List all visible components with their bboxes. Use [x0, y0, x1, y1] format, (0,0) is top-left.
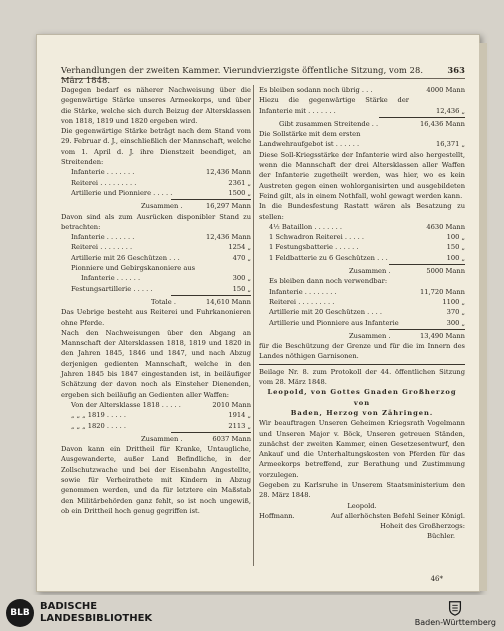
paragraph: Wir beauftragen Unseren Geheimen Kriegsrath Vogelmann und Unseren Major v. Böck, Unseren getreuen Ständen, zunächst der zweiten Kammer, einen Gesetzesentwurf, den Ankauf und die Unterhaltungskosten von Pferden für das Armeekorps betreffend, zur Berathung und Zustimmung vorzulegen.: [259, 419, 465, 479]
table-row: Artillerie und Pionniere aus Infanterie 300 „: [269, 318, 465, 327]
signature-row: [259, 511, 465, 532]
annex-heading: Beilage Nr. 8. zum Protokoll der 44. öffentlichen Sitzung vom 28. März 1848.: [259, 367, 465, 387]
sum-rule: [389, 264, 465, 265]
table-row: 1 Schwadron Reiterei . . . . . 100 „: [269, 233, 465, 242]
table-strength: [61, 167, 251, 211]
signature-note: Auf allerhöchsten Befehl Seiner Königl. Hoheit des Großherzogs:: [330, 511, 465, 531]
paragraph: Dagegen bedarf es näherer Nachweisung über die gegenwärtige Stärke unseres Armeekorps, und über die Stärke, welche sich durch Beizug der Altersklassen von 1818, 1819 und 1820 ergeben wird.: [61, 86, 251, 125]
table-row: 4½ Bataillon . . . . . . . 4630 Mann: [269, 222, 465, 231]
table-row: Infanterie . . . . . . 300 „: [81, 274, 251, 283]
partner-name: Baden-Württemberg: [414, 618, 496, 627]
table-row: 1 Festungsbatterie . . . . . . 150 „: [269, 243, 465, 252]
table-garrison: [259, 222, 465, 276]
sum-rule: [171, 199, 251, 200]
table-row: Artillerie mit 26 Geschützen . . . 470 „: [71, 253, 251, 262]
blb-logo-icon[interactable]: BLB: [6, 599, 34, 627]
table-subheading: Pionniere und Gebirgskanoniere aus: [71, 264, 196, 273]
paragraph: Diese Soll-Kriegsstärke der Infanterie wird also hergestellt, wenn die Mannschaft der drei Altersklassen aller Waffen der Infanterie zugetheilt werden, was hier, wo es kein Austreten gegen einen wohlorganisirten und ausgebildeten Feind gilt, als in einem Nothfall, wohl gewagt werden kann.: [259, 150, 465, 200]
table-row: Reiterei . . . . . . . . 1254 „: [71, 243, 251, 252]
table-row: Artillerie mit 20 Geschützen . . . . 370 „: [269, 308, 465, 317]
table-row: Hiezu die gegenwärtige Stärke der Infanterie mit . . . . . . . 12,436 „: [259, 96, 465, 115]
paragraph: Das Uebrige besteht aus Reiterei und Fuhrkanonieren ohne Pferde.: [61, 308, 251, 327]
library-footer: [0, 595, 504, 631]
table-total: Totale . 14,610 Mann: [151, 297, 251, 306]
table-total: Zusammen . 6037 Mann: [141, 434, 251, 443]
paragraph: Die gegenwärtige Stärke beträgt nach dem Stand vom 29. Februar d. J., einschließlich der Mannschaft, welche vom 1. April d. J. ihre Dienstzeit beendiget, an Streitenden:: [61, 127, 251, 167]
table-total: Zusammen . 13,490 Mann: [349, 331, 465, 340]
section-rule: [259, 364, 465, 365]
left-column: [61, 85, 251, 516]
library-name[interactable]: BADISCHE LANDESBIBLIOTHEK: [40, 601, 153, 624]
sum-rule: [171, 432, 251, 433]
table-row: Die Sollstärke mit dem ersten Landwehraufgebot ist . . . . . . 16,371 „: [259, 130, 465, 149]
paragraph: In die Bundesfestung Rastatt wären als Besatzung zu stellen:: [259, 202, 465, 221]
table-row: Reiterei . . . . . . . . . 2361 „: [71, 178, 251, 187]
running-title: Verhandlungen der zweiten Kammer. Vierundvierzigste öffentliche Sitzung, vom 28. März 1848.: [61, 65, 424, 85]
column-divider: [253, 85, 254, 566]
paragraph: Gegeben zu Karlsruhe in Unserem Staatsministerium den 28. März 1848.: [259, 480, 465, 500]
signature: Büchler.: [427, 532, 455, 541]
table-heading: Es bleiben dann noch verwendbar:: [269, 277, 388, 286]
decree-title: Baden, Herzog von Zähringen.: [290, 408, 434, 417]
table-row: Festungsartillerie . . . . . 150 „: [71, 284, 251, 293]
table-row: 1 Feldbatterie zu 6 Geschützen . . . 100 „: [269, 253, 465, 262]
table-total: Zusammen . 5000 Mann: [349, 267, 465, 276]
table-total: Gibt zusammen Streitende . . 16,436 Mann: [279, 119, 465, 128]
paragraph: für die Beschützung der Grenze und für die im Innern des Landes nöthigen Garnisonen.: [259, 342, 465, 361]
sum-rule: [389, 329, 465, 330]
table-row: „ „ „ 1820 . . . . . 2113 „: [71, 421, 251, 430]
scanned-page: [36, 34, 480, 592]
table-row: „ „ „ 1819 . . . . . 1914 „: [71, 411, 251, 420]
table-age-classes: [61, 400, 251, 444]
table-row: Es bleiben sodann noch übrig . . . 4000 Mann: [259, 86, 465, 94]
sum-rule: [171, 295, 251, 296]
sum-rule: [379, 117, 465, 118]
bw-logo[interactable]: [415, 599, 496, 627]
table-remaining: [259, 287, 465, 341]
page-number: 363: [447, 65, 465, 75]
table-row: Artillerie und Pionniere . . . . . 1500 „: [71, 188, 251, 197]
right-column: [259, 85, 465, 542]
signature: Hoffmann.: [259, 511, 295, 520]
table-row: Infanterie . . . . . . . . 11,720 Mann: [269, 287, 465, 296]
table-total: Zusammen . 16,297 Mann: [141, 202, 251, 211]
table-disposable: [61, 232, 251, 307]
table-row: Infanterie . . . . . . . 12,436 Mann: [71, 168, 251, 177]
paragraph: Davon sind als zum Ausrücken disponibler Stand zu betrachten:: [61, 212, 251, 231]
paragraph: Nach den Nachweisungen über den Abgang an Mannschaft der Altersklassen 1818, 1819 und 1820 in den Jahren 1845, 1846 und 1847, und nach Abzug derjenigen gedienten Mannschaft, welche in den Jahren 1845 bis 1847 eingestanden ist, in beiläufiger Schätzung der davon noch als Einsteher Dienenden, ergeben sich beiläufig an Gedienten aller Waffen:: [61, 328, 251, 399]
page-header: [61, 65, 465, 85]
decree-title: Leopold, von Gottes Gnaden Großherzog von: [267, 388, 457, 407]
table-row: Reiterei . . . . . . . . . 1100 „: [269, 297, 465, 306]
paragraph: Davon kann ein Drittheil für Kranke, Untaugliche, Ausgewanderte, außer Land Befindliche, in der Zollschutzwache und bei der Eisenbahn Angestellte, sowie für Verheirathete mit Kindern in Abzug genommen werden, und da für letztere ein Maßstab den Militärbehörden ganz fehlt, so ist noch ungewiß, ob ein Drittheil hoch genug gegriffen ist.: [61, 445, 251, 515]
folio-mark: 46*: [430, 575, 443, 583]
coat-of-arms-icon: [446, 599, 464, 617]
table-row: Von der Altersklasse 1818 . . . . . 2010 Mann: [71, 400, 251, 409]
signature: Leopold.: [347, 501, 377, 510]
table-row: Infanterie . . . . . . . 12,436 Mann: [71, 233, 251, 242]
